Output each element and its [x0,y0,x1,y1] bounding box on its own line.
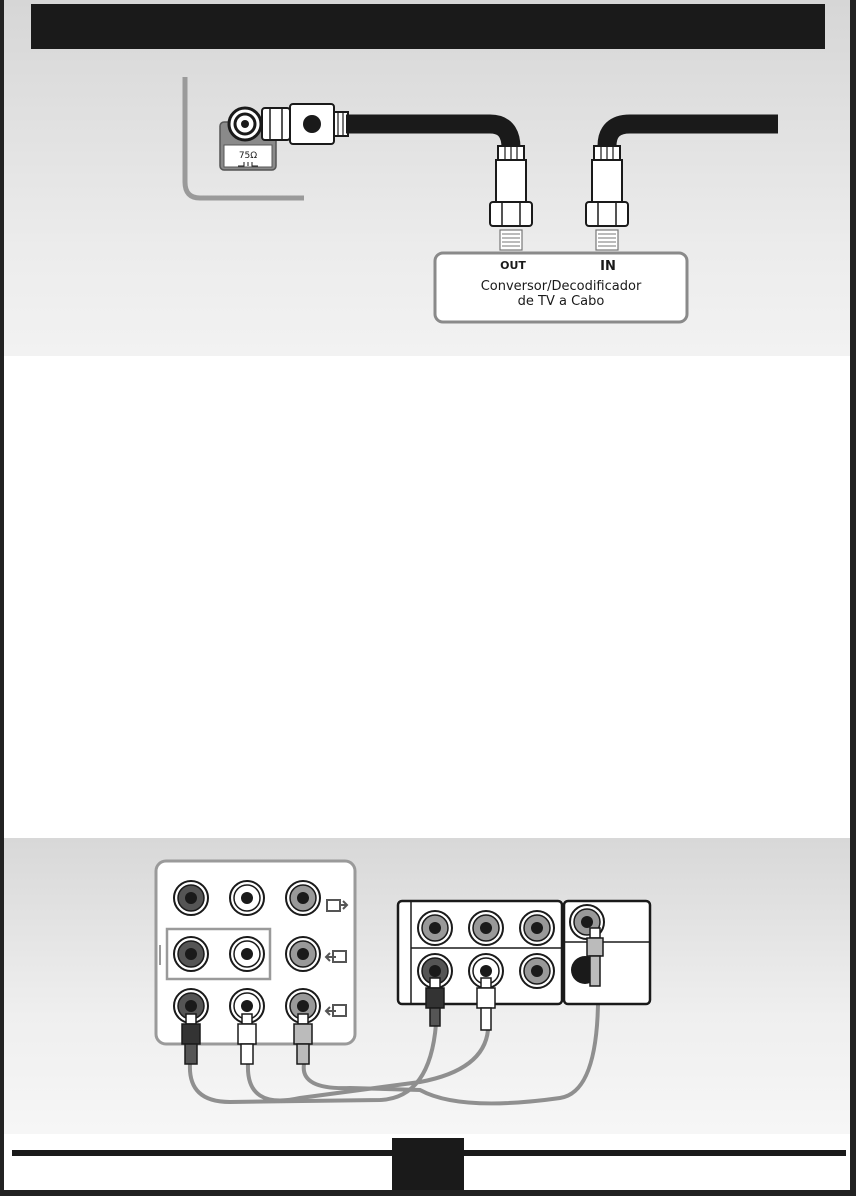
coax-cable-to-out [346,124,511,152]
page-number-tab [392,1138,464,1190]
out-f-connector [490,146,532,250]
impedance-label: 75Ω [238,151,258,161]
out-port-label: OUT [500,259,526,272]
av-connection-panel [4,838,850,1134]
in-f-connector [586,146,628,250]
f-connector-nut [262,108,290,140]
in-port-label: IN [600,259,616,274]
converter-box-label-line1: Conversor/Decodificador [480,279,642,294]
antenna-cable-diagram [0,0,856,360]
converter-box-label-line2: de TV a Cabo [517,294,605,309]
page-border-bottom [0,1190,856,1196]
coax-cable-from-in [607,124,778,152]
